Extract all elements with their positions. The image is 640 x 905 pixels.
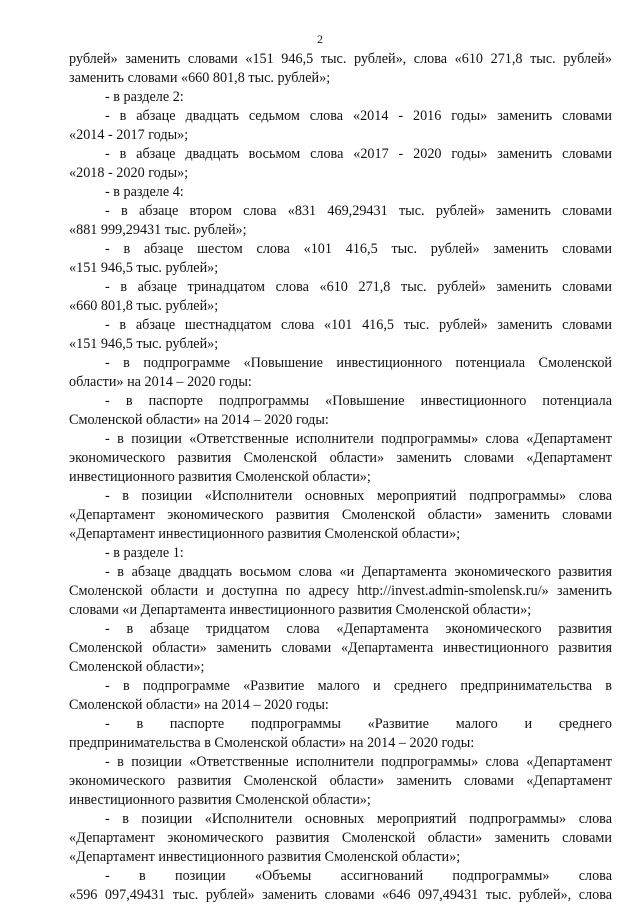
- text-line: инвестиционного развития Смоленской области»;: [69, 469, 371, 485]
- text-line: - в абзаце втором слова «831 469,29431 тыс. рублей» заменить словами: [105, 203, 612, 219]
- text-line: - в позиции «Исполнители основных мероприятий подпрограммы» слова: [105, 488, 612, 504]
- text-line: «596 097,49431 тыс. рублей» заменить словами «646 097,49431 тыс. рублей», слова: [69, 887, 612, 903]
- text-line: «2014 - 2017 годы»;: [69, 127, 189, 143]
- text-line: «Департамент инвестиционного развития Смоленской области»;: [69, 849, 461, 865]
- document-body: [69, 50, 612, 905]
- text-line: области» на 2014 – 2020 годы:: [69, 374, 252, 390]
- text-line: - в абзаце тринадцатом слова «610 271,8 тыс. рублей» заменить словами: [105, 279, 612, 295]
- text-line: - в паспорте подпрограммы «Повышение инвестиционного потенциала: [105, 393, 612, 409]
- page-number: 2: [317, 32, 323, 46]
- text-line: инвестиционного развития Смоленской области»;: [69, 792, 371, 808]
- text-line: - в разделе 4:: [105, 184, 184, 200]
- text-line: Смоленской области» на 2014 – 2020 годы:: [69, 697, 329, 713]
- text-line: - в абзаце двадцать восьмом слова «2017 - 2020 годы» заменить словами: [105, 146, 612, 162]
- text-line: - в позиции «Ответственные исполнители подпрограммы» слова «Департамент: [105, 754, 612, 770]
- text-line: - в разделе 2:: [105, 89, 184, 105]
- text-line: - в абзаце тридцатом слова «Департамента экономического развития: [105, 621, 612, 637]
- text-line: Смоленской области и доступна по адресу http://invest.admin-smolensk.ru/» заменить: [69, 583, 612, 599]
- text-line: Смоленской области»;: [69, 659, 205, 675]
- text-line: экономического развития Смоленской области» заменить словами «Департамент: [69, 773, 612, 789]
- text-line: «Департамент инвестиционного развития Смоленской области»;: [69, 526, 461, 542]
- text-line: «Департамент экономического развития Смоленской области» заменить словами: [69, 830, 612, 846]
- text-line: «151 946,5 тыс. рублей»;: [69, 336, 219, 352]
- text-line: - в абзаце двадцать восьмом слова «и Департамента экономического развития: [105, 564, 612, 580]
- text-line: Смоленской области» заменить словами «Департамента инвестиционного развития: [69, 640, 612, 656]
- text-line: - в паспорте подпрограммы «Развитие малого и среднего: [105, 716, 612, 732]
- text-line: - в позиции «Объемы ассигнований подпрограммы» слова: [105, 868, 612, 884]
- text-line: - в позиции «Исполнители основных мероприятий подпрограммы» слова: [105, 811, 612, 827]
- text-line: «151 946,5 тыс. рублей»;: [69, 260, 219, 276]
- text-line: Смоленской области» на 2014 – 2020 годы:: [69, 412, 329, 428]
- text-line: «2018 - 2020 годы»;: [69, 165, 189, 181]
- text-line: словами «и Департамента инвестиционного развития Смоленской области»;: [69, 602, 532, 618]
- text-line: - в абзаце шестом слова «101 416,5 тыс. рублей» заменить словами: [105, 241, 612, 257]
- text-line: - в абзаце двадцать седьмом слова «2014 - 2016 годы» заменить словами: [105, 108, 612, 124]
- text-line: - в разделе 1:: [105, 545, 184, 561]
- text-line: экономического развития Смоленской области» заменить словами «Департамент: [69, 450, 612, 466]
- text-line: - в позиции «Ответственные исполнители подпрограммы» слова «Департамент: [105, 431, 612, 447]
- text-line: рублей» заменить словами «151 946,5 тыс. рублей», слова «610 271,8 тыс. рублей»: [69, 51, 612, 67]
- text-line: заменить словами «660 801,8 тыс. рублей»;: [69, 70, 331, 86]
- text-line: - в подпрограмме «Развитие малого и среднего предпринимательства в: [105, 678, 612, 694]
- text-line: «Департамент экономического развития Смоленской области» заменить словами: [69, 507, 612, 523]
- text-line: «881 999,29431 тыс. рублей»;: [69, 222, 247, 238]
- text-line: - в абзаце шестнадцатом слова «101 416,5 тыс. рублей» заменить словами: [105, 317, 612, 333]
- text-line: - в подпрограмме «Повышение инвестиционного потенциала Смоленской: [105, 355, 612, 371]
- text-line: «660 801,8 тыс. рублей»;: [69, 298, 219, 314]
- text-line: предпринимательства в Смоленской области» на 2014 – 2020 годы:: [69, 735, 475, 751]
